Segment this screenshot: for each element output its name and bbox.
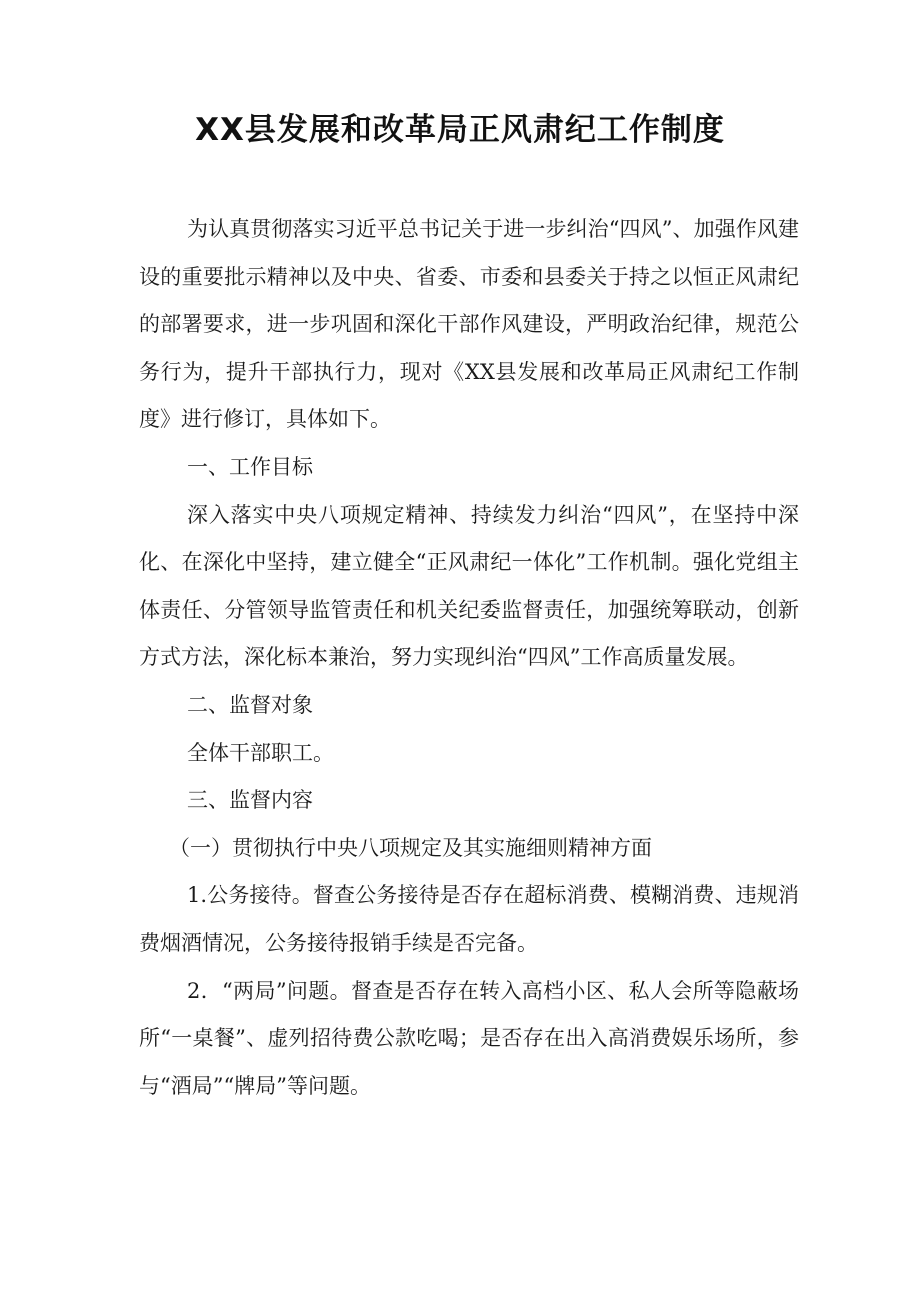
targets-paragraph: 全体干部职工。	[187, 740, 334, 765]
section-heading-content: 三、监督内容	[187, 788, 313, 813]
document-title: XX县发展和改革局正风肃纪工作制度	[195, 112, 725, 148]
section-heading-targets: 二、监督对象	[187, 692, 313, 717]
list-item: 1.公务接待。督查公务接待是否存在超标消费、模糊消费、违规消费烟酒情况，公务接待报销手续是否完备。	[139, 883, 799, 955]
goals-paragraph: 深入落实中央八项规定精神、持续发力纠治“四风”，在坚持中深化、在深化中坚持，建立健全“正风肃纪一体化”工作机制。强化党组主体责任、分管领导监管责任和机关纪委监督责任，加强统筹联动，创新方式方法，深化标本兼治，努力实现纠治“四风”工作高质量发展。	[139, 502, 799, 670]
document-body	[139, 206, 799, 1110]
intro-paragraph: 为认真贯彻落实习近平总书记关于进一步纠治“四风”、加强作风建设的重要批示精神以及中央、省委、市委和县委关于持之以恒正风肃纪的部署要求，进一步巩固和深化干部作风建设，严明政治纪律，规范公务行为，提升干部执行力，现对《XX县发展和改革局正风肃纪工作制度》进行修订，具体如下。	[139, 217, 799, 432]
list-item: 2．“两局”问题。督查是否存在转入高档小区、私人会所等隐蔽场所“一桌餐”、虚列招待费公款吃喝；是否存在出入高消费娱乐场所，参与“酒局”“牌局”等问题。	[139, 978, 799, 1098]
section-heading-goals: 一、工作目标	[187, 454, 313, 479]
subsection-heading: （一）贯彻执行中央八项规定及其实施细则精神方面	[169, 835, 652, 860]
